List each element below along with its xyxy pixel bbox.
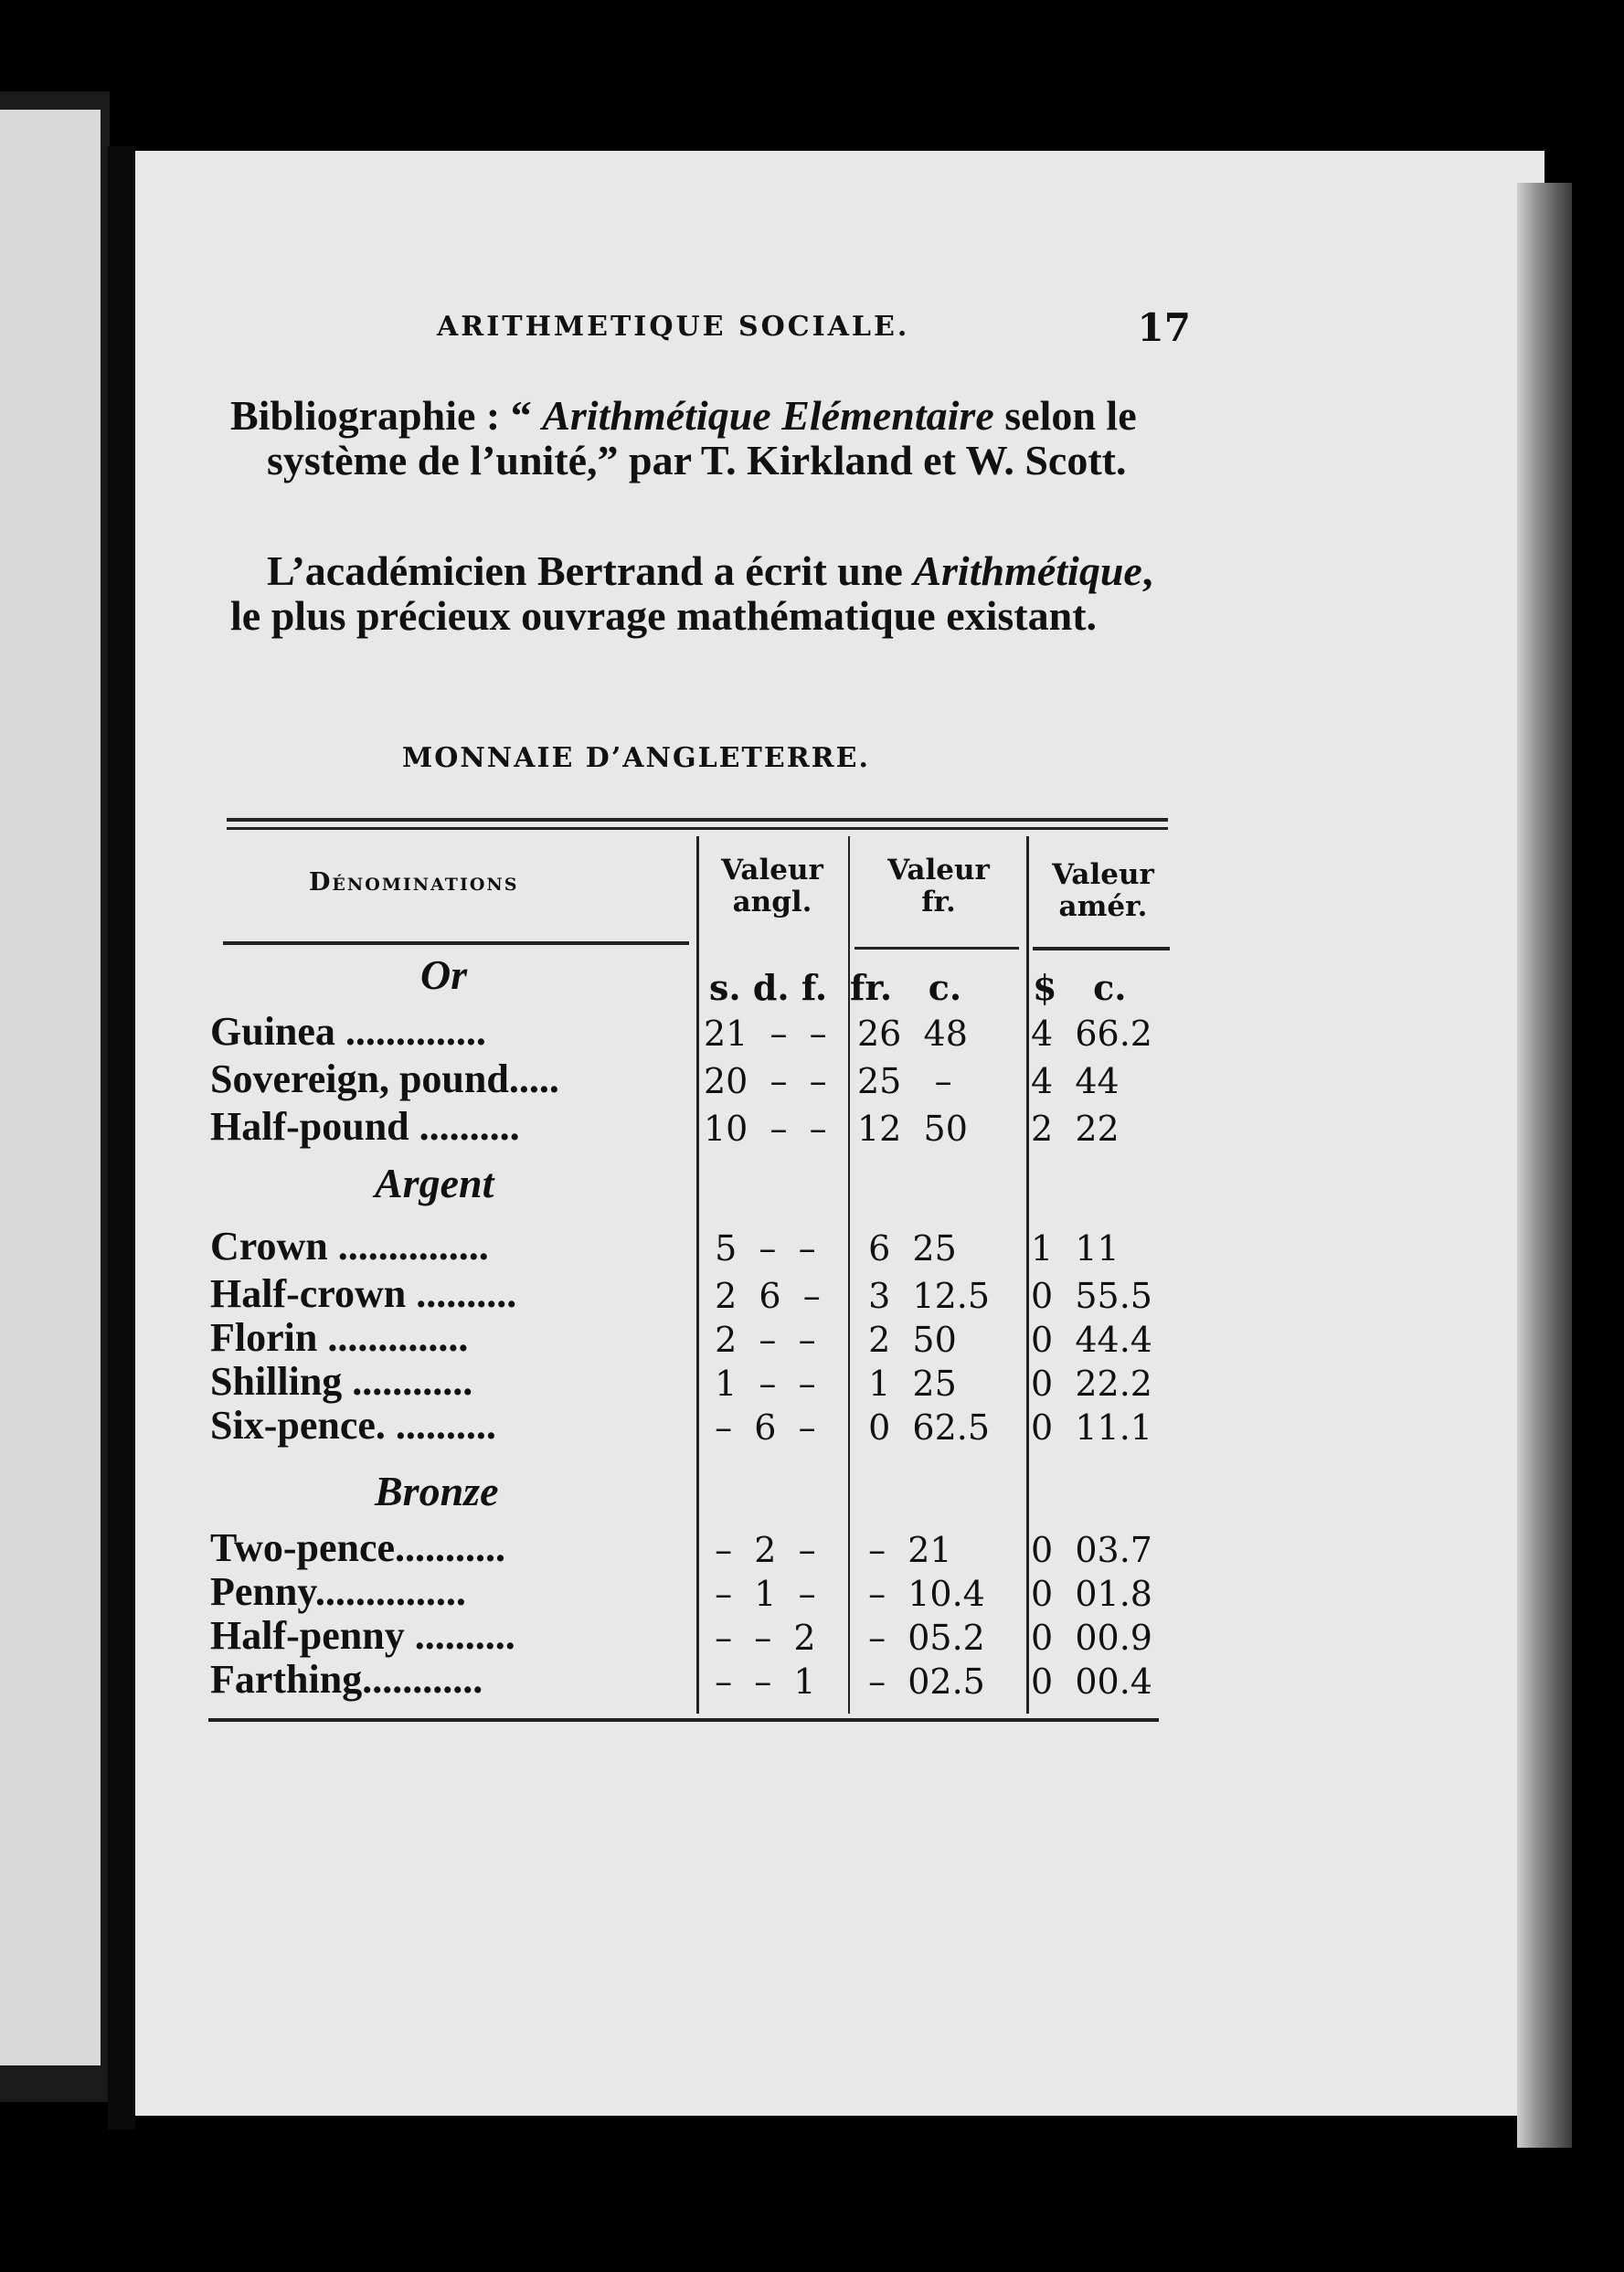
cell-us: 0 00.9 [1031, 1618, 1152, 1658]
header-rule [854, 947, 1019, 950]
row-name: Crown ............... [210, 1225, 489, 1269]
cell-us: 4 66.2 [1031, 1014, 1152, 1054]
header-line: fr. [921, 886, 956, 918]
header-line: angl. [732, 886, 812, 918]
row-name: Half-penny .......... [210, 1614, 515, 1658]
cell-us: 0 00.4 [1031, 1662, 1152, 1702]
bertrand-paragraph [230, 548, 1190, 638]
cell-fr: 1 25 [857, 1364, 957, 1404]
cell-angl: – – 2 [704, 1618, 816, 1658]
table-top-rule [227, 827, 1168, 830]
cell-fr: 12 50 [857, 1109, 968, 1149]
column-header-fr [861, 855, 1016, 918]
cell-fr: 26 48 [857, 1014, 968, 1054]
row-name: Guinea .............. [210, 1010, 486, 1054]
cell-us: 0 01.8 [1031, 1574, 1152, 1614]
cell-angl: 5 – – [704, 1228, 816, 1269]
table-bottom-rule [208, 1718, 1159, 1722]
row-name: Penny............... [210, 1570, 466, 1614]
table-row [210, 1360, 1161, 1406]
table-row [210, 1614, 1161, 1660]
cell-us: 0 11.1 [1031, 1407, 1152, 1448]
cell-us: 0 44.4 [1031, 1320, 1152, 1360]
row-name: Six-pence. .......... [210, 1404, 496, 1448]
cell-us: 0 22.2 [1031, 1364, 1152, 1404]
running-title: ARITHMETIQUE SOCIALE. [437, 311, 910, 343]
cell-angl: 21 – – [704, 1014, 827, 1054]
table-row [210, 1316, 1161, 1362]
cell-us: 0 03.7 [1031, 1530, 1152, 1570]
cell-angl: 20 – – [704, 1061, 827, 1101]
row-name: Sovereign, pound..... [210, 1057, 559, 1101]
book-title: Arithmétique [913, 547, 1142, 594]
table-row [210, 1105, 1161, 1151]
cell-angl: – 6 – [704, 1407, 816, 1448]
cell-fr: 0 62.5 [857, 1407, 991, 1448]
page-edges [1517, 183, 1572, 2148]
table-row [210, 1010, 1161, 1056]
table-row [210, 1404, 1161, 1449]
page-number: 17 [1137, 305, 1191, 350]
page-header [437, 305, 1191, 356]
row-name: Florin .............. [210, 1316, 469, 1360]
header-rule [1033, 947, 1170, 950]
text-run: L’académicien Bertrand a écrit une [267, 547, 914, 594]
row-name: Half-pound .......... [210, 1105, 520, 1149]
cell-fr: – 02.5 [857, 1662, 985, 1702]
row-name: Shilling ............ [210, 1360, 473, 1404]
row-name: Half-crown .......... [210, 1272, 517, 1316]
section-label: Or [420, 951, 468, 998]
cell-fr: – 21 [857, 1530, 952, 1570]
units-fr: fr. c. [850, 967, 962, 1008]
cell-fr: 2 50 [857, 1320, 957, 1360]
column-header-denominations: Dénominations [309, 868, 519, 897]
header-line: Valeur [721, 854, 823, 887]
cell-us: 2 22 [1031, 1109, 1120, 1149]
header-line: Valeur [887, 854, 990, 887]
column-header-angl [704, 855, 841, 918]
cell-angl: – – 1 [704, 1662, 816, 1702]
table-row [210, 1225, 1161, 1270]
cell-fr: – 05.2 [857, 1618, 985, 1658]
cell-fr: 3 12.5 [857, 1276, 991, 1316]
table-row [210, 1057, 1161, 1103]
cell-us: 4 44 [1031, 1061, 1120, 1101]
cell-fr: – 10.4 [857, 1574, 985, 1614]
cell-angl: 1 – – [704, 1364, 816, 1404]
cell-fr: 6 25 [857, 1228, 957, 1269]
row-name: Two-pence........... [210, 1526, 506, 1570]
text-run: Bibliographie : “ [230, 392, 543, 439]
cell-angl: 2 6 – [704, 1276, 821, 1316]
book-spine [108, 146, 135, 2129]
cell-fr: 25 – [857, 1061, 952, 1101]
header-line: Valeur [1052, 858, 1154, 891]
text-run: , le plus précieux ouvrage mathématique existant. [230, 547, 1153, 639]
table-title: MONNAIE D’ANGLETERRE. [402, 742, 870, 774]
cell-us: 1 11 [1031, 1228, 1120, 1269]
table-top-rule [227, 818, 1168, 822]
table-row [210, 1570, 1161, 1616]
cell-angl: 2 – – [704, 1320, 816, 1360]
header-line: amér. [1058, 890, 1148, 923]
table-row [210, 1658, 1161, 1704]
row-name: Farthing............ [210, 1658, 483, 1702]
units-us: $ c. [1033, 967, 1127, 1008]
units-angl: s. d. f. [709, 967, 828, 1008]
section-label: Argent [375, 1160, 494, 1206]
cell-angl: – 1 – [704, 1574, 816, 1614]
table-row [210, 1272, 1161, 1318]
cell-us: 0 55.5 [1031, 1276, 1152, 1316]
header-rule [223, 941, 689, 945]
bibliography-paragraph [230, 393, 1226, 483]
table-row [210, 1526, 1161, 1572]
cell-angl: – 2 – [704, 1530, 816, 1570]
facing-page [0, 110, 101, 2065]
cell-angl: 10 – – [704, 1109, 827, 1149]
column-header-us [1035, 859, 1172, 923]
text-run: selon le système de l’unité,” par T. Kirkland et W. Scott. [267, 392, 1137, 483]
section-label: Bronze [375, 1468, 499, 1514]
book-title: Arithmétique Elémentaire [542, 392, 994, 439]
